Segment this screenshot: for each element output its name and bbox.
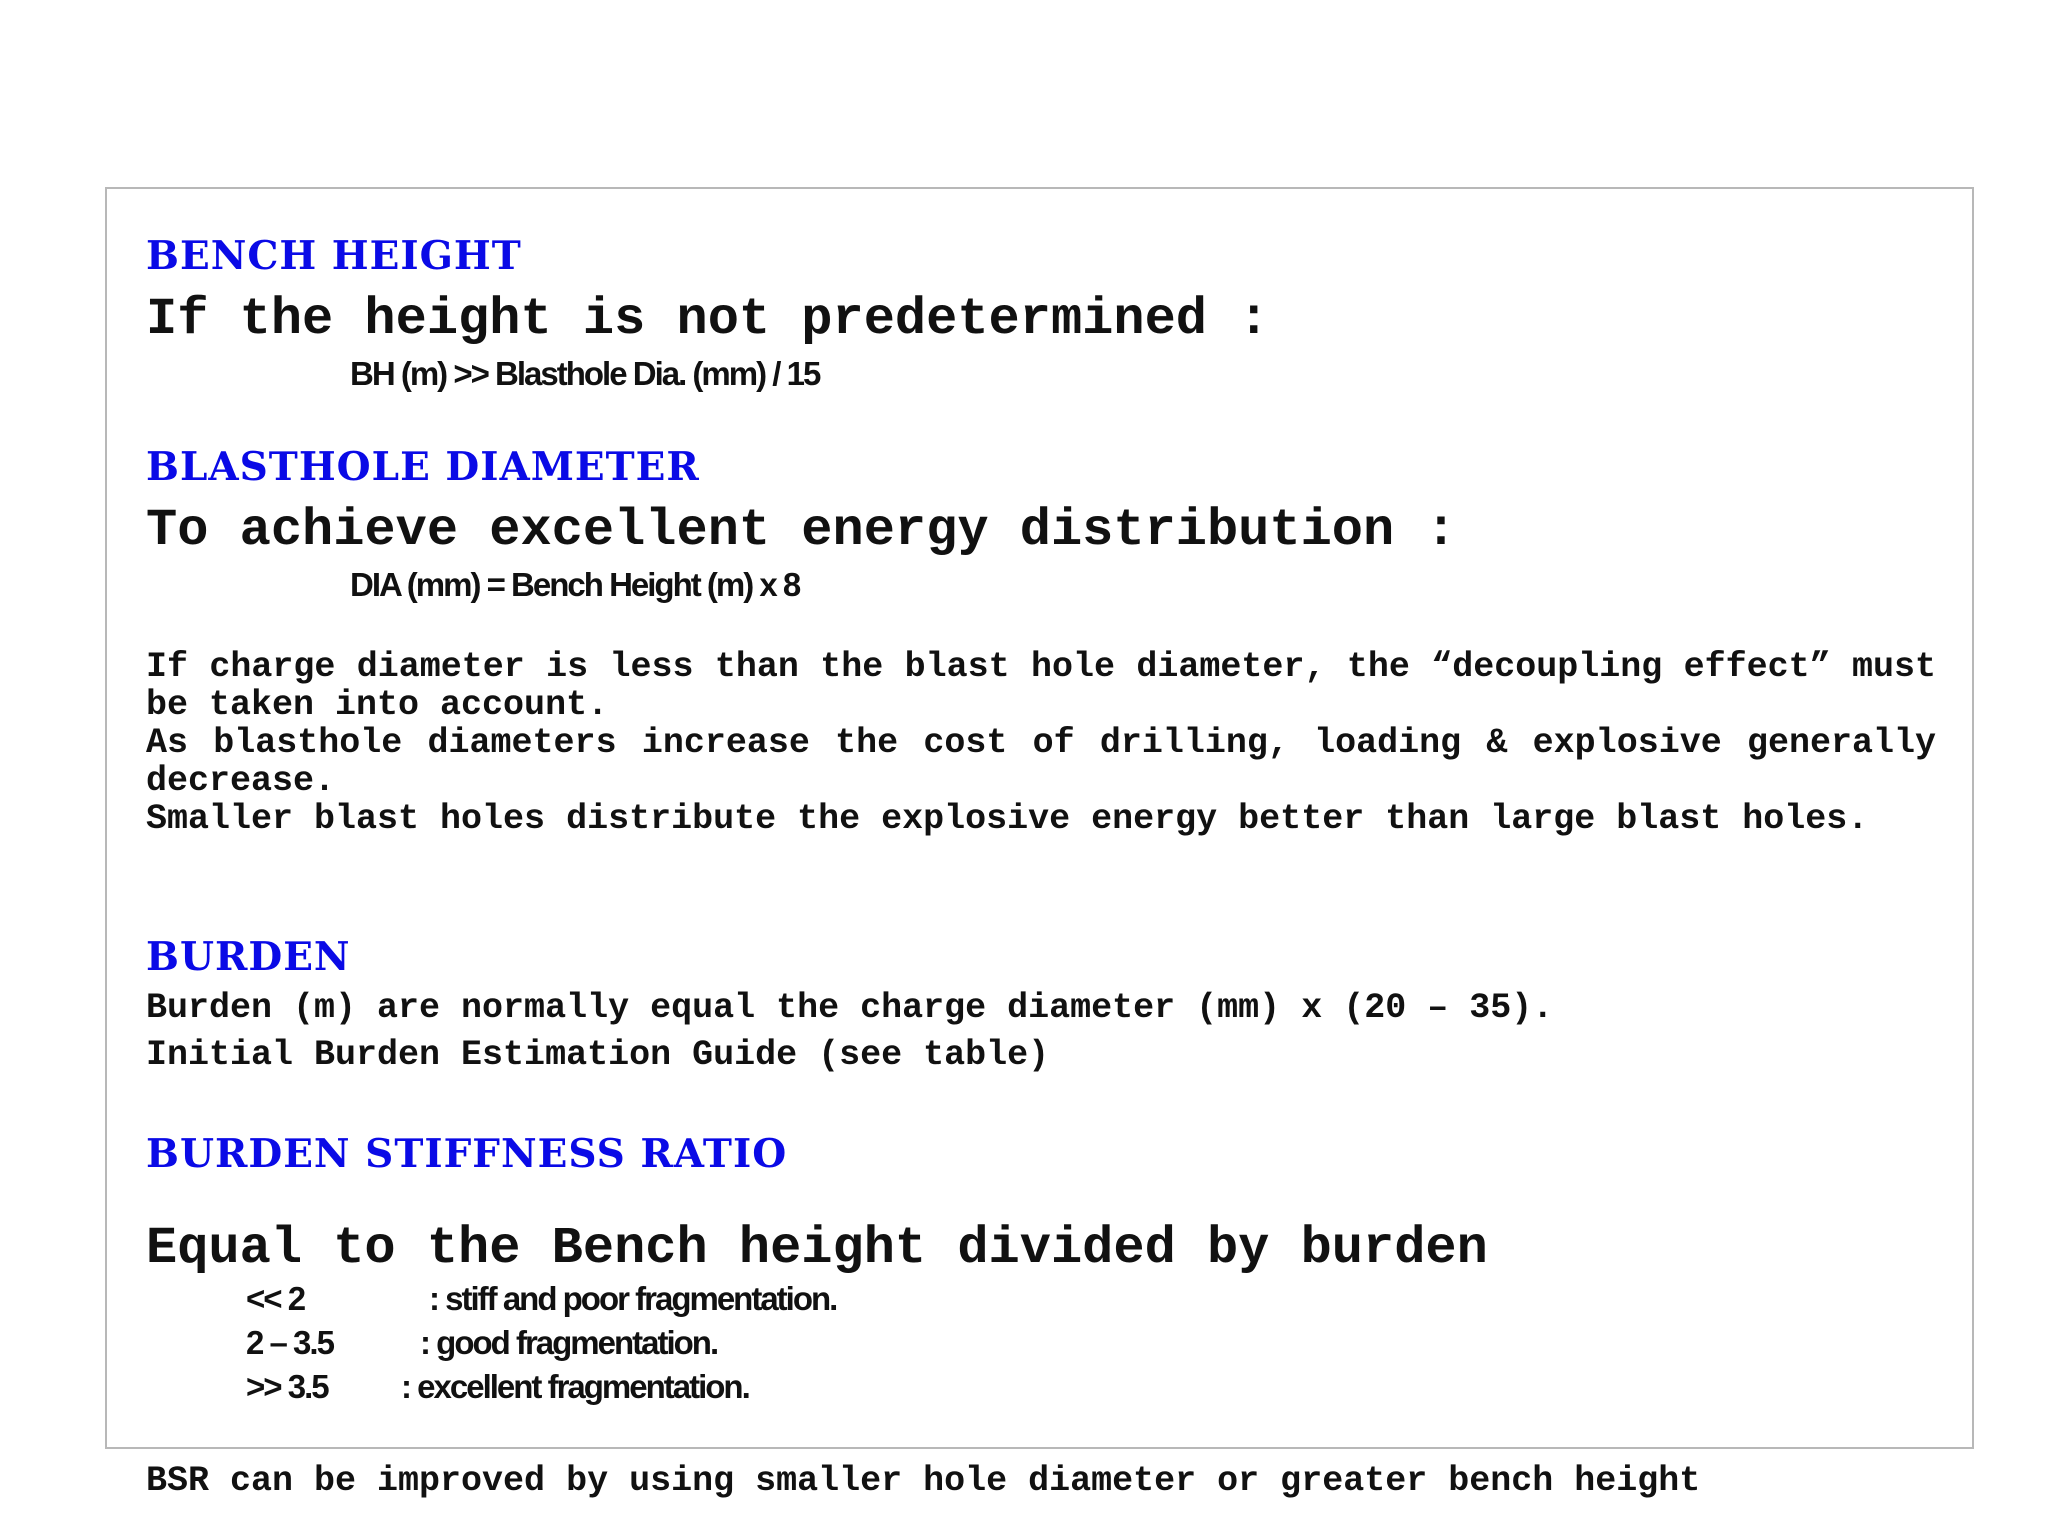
burden-line-1: Burden (m) are normally equal the charge diameter (mm) x (20 – 35). — [146, 988, 1554, 1028]
bench-height-heading: BENCH HEIGHT — [146, 233, 522, 279]
bsr-range-value: >> 3.5 — [246, 1368, 328, 1405]
bsr-footer-note: BSR can be improved by using smaller hole diameter or greater bench height — [146, 1461, 1701, 1501]
blasthole-diameter-statement: To achieve excellent energy distribution : — [146, 501, 1457, 560]
bsr-range-description: : good fragmentation. — [420, 1324, 718, 1361]
bench-height-statement: If the height is not predetermined : — [146, 290, 1270, 349]
blasthole-diameter-heading: BLASTHOLE DIAMETER — [146, 444, 700, 490]
burden-heading: BURDEN — [146, 934, 351, 980]
bsr-range-value: 2 – 3.5 — [246, 1324, 333, 1361]
bench-height-formula: BH (m) >> Blasthole Dia. (mm) / 15 — [350, 355, 820, 392]
bsr-range-description: : excellent fragmentation. — [401, 1368, 749, 1405]
blasthole-diameter-formula: DIA (mm) = Bench Height (m) x 8 — [350, 566, 800, 603]
bsr-statement: Equal to the Bench height divided by burden — [146, 1219, 1488, 1278]
decoupling-paragraph: If charge diameter is less than the blast hole diameter, the “decoupling effect” must be taken into account. — [146, 647, 1936, 725]
energy-paragraph: Smaller blast holes distribute the explosive energy better than large blast holes. — [146, 799, 1869, 839]
bsr-range-value: << 2 — [246, 1280, 305, 1317]
cost-paragraph: As blasthole diameters increase the cost of drilling, loading & explosive generally decrease. — [146, 723, 1936, 801]
burden-line-2: Initial Burden Estimation Guide (see table) — [146, 1035, 1050, 1075]
bsr-range-description: : stiff and poor fragmentation. — [429, 1280, 837, 1317]
bsr-heading: BURDEN STIFFNESS RATIO — [146, 1131, 788, 1177]
